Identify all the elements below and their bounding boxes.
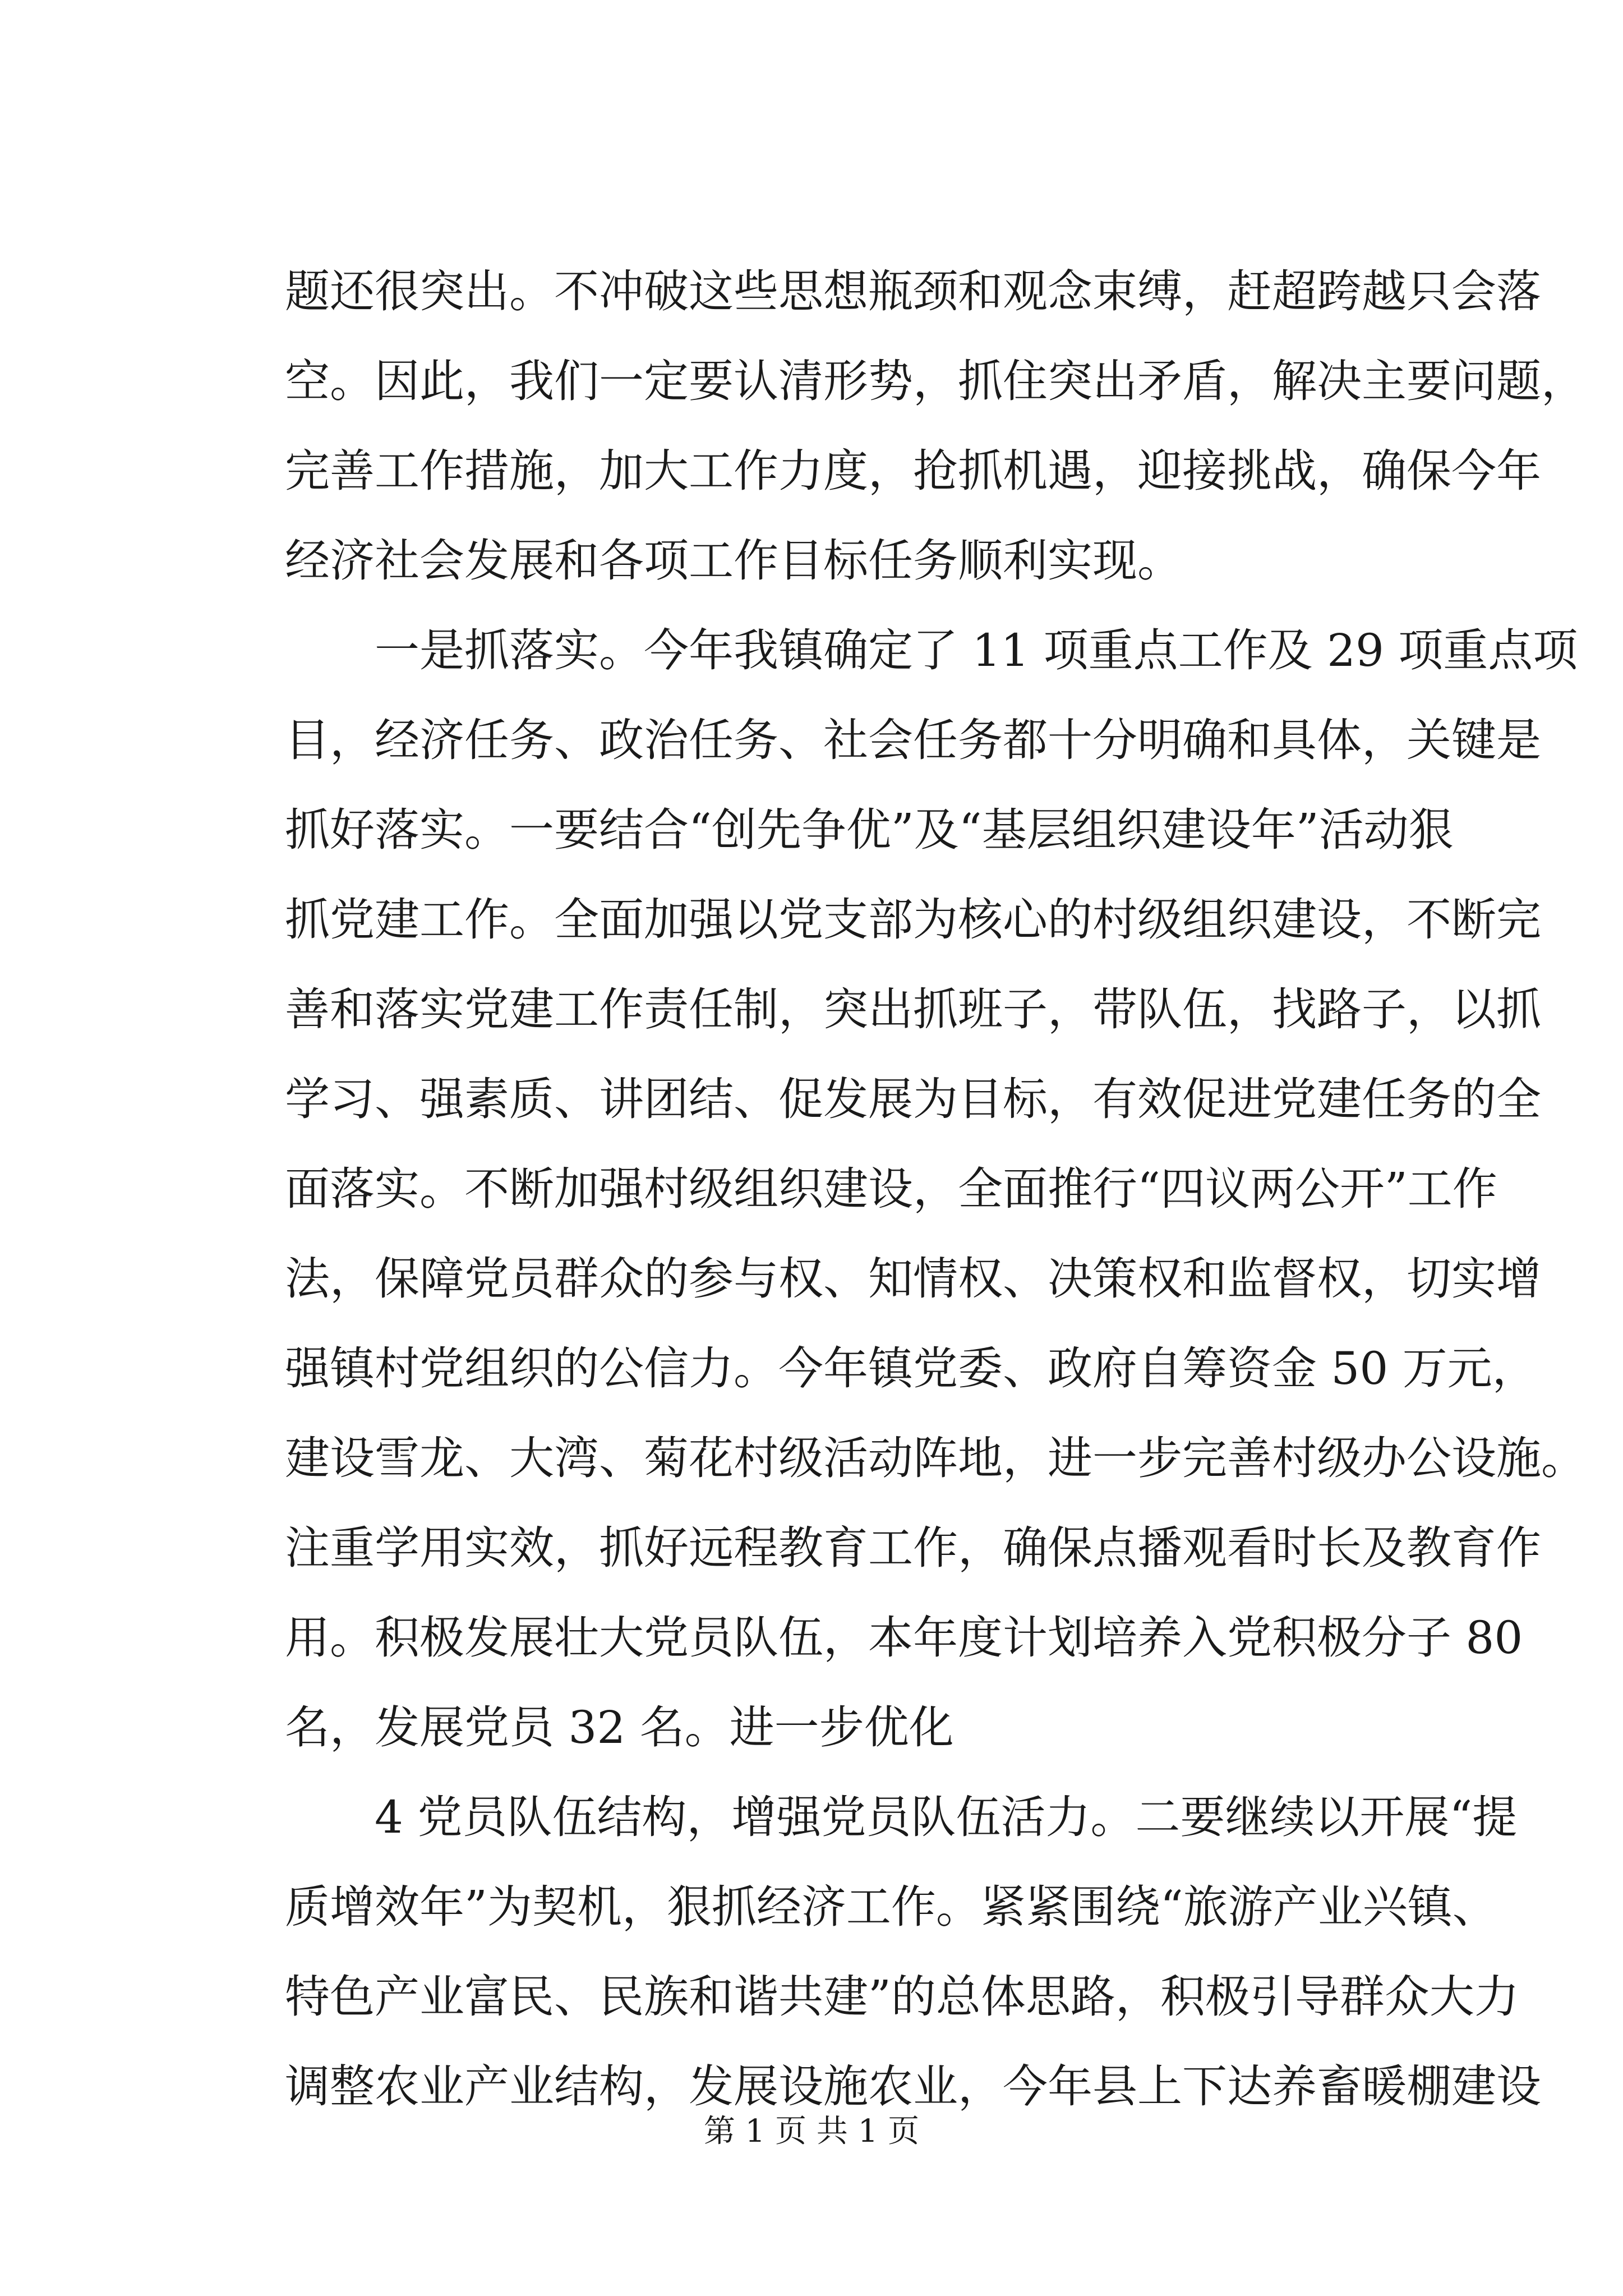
text-line: 名，发展党员 32 名。进一步优化: [285, 1701, 954, 1754]
text-line: 抓好落实。一要结合“创先争优”及“基层组织建设年”活动狠: [285, 804, 1454, 856]
paragraph-3: [285, 1773, 1541, 2132]
text-line: 善和落实党建工作责任制，突出抓班子，带队伍，找路子，以抓: [285, 983, 1541, 1036]
text-line: 目，经济任务、政治任务、社会任务都十分明确和具体，关键是: [285, 714, 1541, 766]
page-number: 第 1 页 共 1 页: [703, 2113, 920, 2150]
text-line: 质增效年”为契机，狠抓经济工作。紧紧围绕“旅游产业兴镇、: [285, 1881, 1497, 1933]
text-line: 题还很突出。不冲破这些思想瓶颈和观念束缚，赶超跨越只会落: [285, 265, 1541, 318]
text-line: 特色产业富民、民族和谐共建”的总体思路，积极引导群众大力: [285, 1971, 1519, 2023]
text-line: 空。因此，我们一定要认清形势，抓住突出矛盾，解决主要问题，: [285, 355, 1586, 407]
text-line: 完善工作措施，加大工作力度，抢抓机遇，迎接挑战，确保今年: [285, 445, 1541, 497]
text-line: 经济社会发展和各项工作目标任务顺利实现。: [285, 535, 1182, 587]
text-line: 注重学用实效，抓好远程教育工作，确保点播观看时长及教育作: [285, 1522, 1541, 1574]
text-line: 学习、强素质、讲团结、促发展为目标，有效促进党建任务的全: [285, 1073, 1541, 1125]
text-line: 用。积极发展壮大党员队伍，本年度计划培养入党积极分子 80: [285, 1612, 1523, 1664]
text-line: 建设雪龙、大湾、菊花村级活动阵地，进一步完善村级办公设施。: [285, 1432, 1586, 1484]
text-line: 调整农业产业结构，发展设施农业，今年县上下达养畜暖棚建设: [285, 2060, 1541, 2113]
page-footer: [0, 2109, 1623, 2154]
text-line: 抓党建工作。全面加强以党支部为核心的村级组织建设，不断完: [285, 894, 1541, 946]
text-line: 法，保障党员群众的参与权、知情权、决策权和监督权，切实增: [285, 1253, 1541, 1305]
body-text: [285, 247, 1586, 2132]
paragraph-2: [285, 606, 1586, 1773]
text-line: 面落实。不断加强村级组织建设，全面推行“四议两公开”工作: [285, 1163, 1497, 1215]
paragraph-1: [285, 247, 1586, 606]
text-line: 一是抓落实。今年我镇确定了 11 项重点工作及 29 项重点项: [375, 624, 1578, 677]
text-line: 4 党员队伍结构，增强党员队伍活力。二要继续以开展“提: [375, 1791, 1518, 1843]
text-line: 强镇村党组织的公信力。今年镇党委、政府自筹资金 50 万元，: [285, 1342, 1537, 1395]
